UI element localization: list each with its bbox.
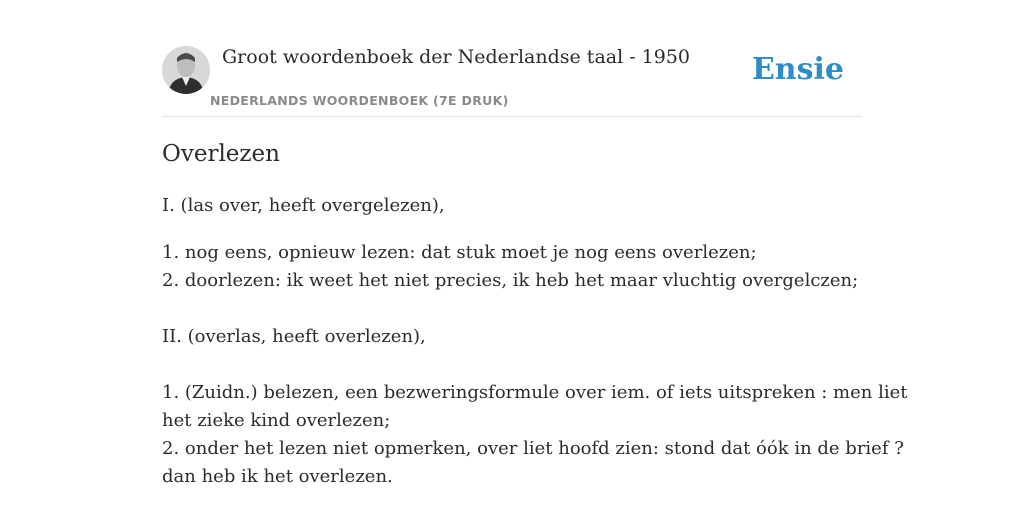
brand-logo[interactable]: Ensie (751, 52, 844, 87)
book-subtitle[interactable]: NEDERLANDS WOORDENBOEK (7E DRUK) (210, 93, 509, 108)
portrait-icon (162, 46, 210, 94)
entry-content (162, 138, 908, 487)
entry-line: II. (overlas, heeft overlezen), (162, 326, 426, 347)
entry-line: 1. nog eens, opnieuw lezen: dat stuk moet je nog eens overlezen; (162, 242, 757, 263)
page-container (162, 0, 908, 487)
book-title[interactable]: Groot woordenboek der Nederlandse taal - 1950 (222, 46, 691, 68)
entry-line: 2. doorlezen: ik weet het niet precies, ik heb het maar vluchtig overgelczen; (162, 270, 859, 291)
entry-line: dan heb ik het overlezen. (162, 466, 393, 487)
entry-title: Overlezen (162, 141, 280, 167)
portrait-avatar[interactable] (162, 46, 210, 94)
header (162, 0, 862, 117)
entry-line: 2. onder het lezen niet opmerken, over liet hoofd zien: stond dat óók in de brief ? (162, 438, 904, 459)
entry-line: 1. (Zuidn.) belezen, een bezweringsformule over iem. of iets uitspreken : men liet (162, 382, 908, 403)
entry-line: het zieke kind overlezen; (162, 410, 391, 431)
entry-line: I. (las over, heeft overgelezen), (162, 195, 445, 216)
